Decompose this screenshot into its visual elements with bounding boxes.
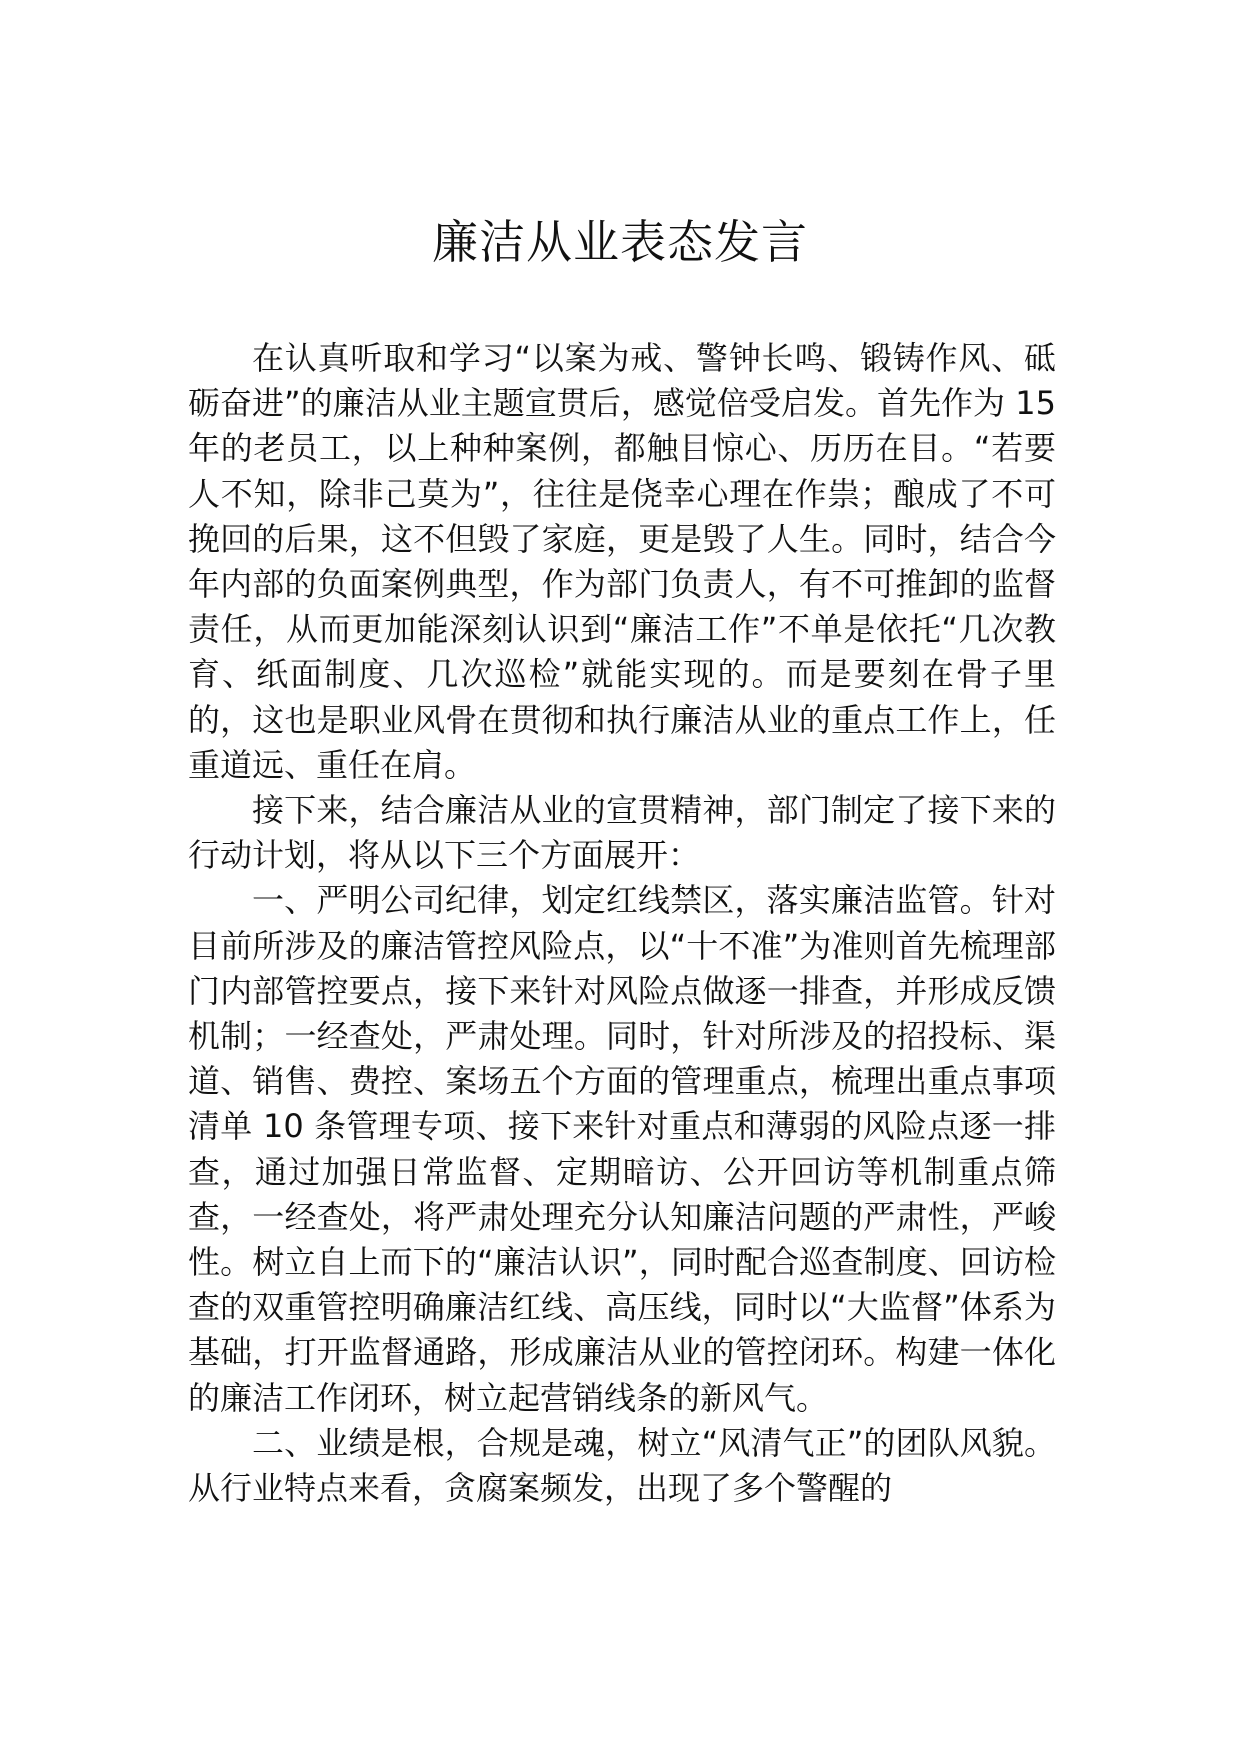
section-one-heading: 一、严明公司纪律，划定红线禁区，落实廉洁监管。 bbox=[252, 881, 992, 920]
section-two-heading: 二、业绩是根，合规是魂，树立“风清气正”的团队风貌。 bbox=[252, 1423, 1056, 1462]
paragraph-section-two bbox=[188, 1421, 1056, 1511]
document-title: 廉洁从业表态发言 bbox=[432, 215, 808, 269]
paragraph-plan-intro bbox=[188, 788, 1056, 878]
paragraph-section-one bbox=[188, 878, 1056, 1420]
paragraph-intro bbox=[188, 336, 1056, 788]
section-one-text: 针对目前所涉及的廉洁管控风险点，以“十不准”为准则首先梳理部门内部管控要点，接下来针对风险点做逐一排查，并形成反馈机制；一经查处，严肃处理。同时，针对所涉及的招投标、渠道、销售、费控、案场五个方面的管理重点，梳理出重点事项清单 10 条管理专项、接下来针对重点和薄弱的风险点逐一排查，通过加强日常监督、定期暗访、公开回访等机制重点筛查，一经查处，将严肃处理充分认知廉洁问题的严肃性，严峻性。树立自上而下的“廉洁认识”，同时配合巡查制度、回访检查的双重管控明确廉洁红线、高压线，同时以“大监督”体系为基础，打开监督通路，形成廉洁从业的管控闭环。构建一体化的廉洁工作闭环，树立起营销线条的新风气。 bbox=[188, 881, 1056, 1417]
document-body bbox=[188, 336, 1056, 1511]
section-two-text: 从行业特点来看，贪腐案频发，出现了多个警醒的 bbox=[188, 1469, 893, 1508]
paragraph-intro-text: 在认真听取和学习“以案为戒、警钟长鸣、锻铸作风、砥砺奋进”的廉洁从业主题宣贯后，感觉倍受启发。首先作为 15 年的老员工，以上种种案例，都触目惊心、历历在目。“若要人不知，除非己莫为”，往往是侥幸心理在作祟；酿成了不可挽回的后果，这不但毁了家庭，更是毁了人生。同时，结合今年内部的负面案例典型，作为部门负责人，有不可推卸的监督责任，从而更加能深刻认识到“廉洁工作”不单是依托“几次教育、纸面制度、几次巡检”就能实现的。而是要刻在骨子里的，这也是职业风骨在贯彻和执行廉洁从业的重点工作上，任重道远、重任在肩。 bbox=[188, 339, 1056, 784]
paragraph-plan-intro-text: 接下来，结合廉洁从业的宣贯精神，部门制定了接下来的行动计划，将从以下三个方面展开： bbox=[188, 791, 1056, 875]
